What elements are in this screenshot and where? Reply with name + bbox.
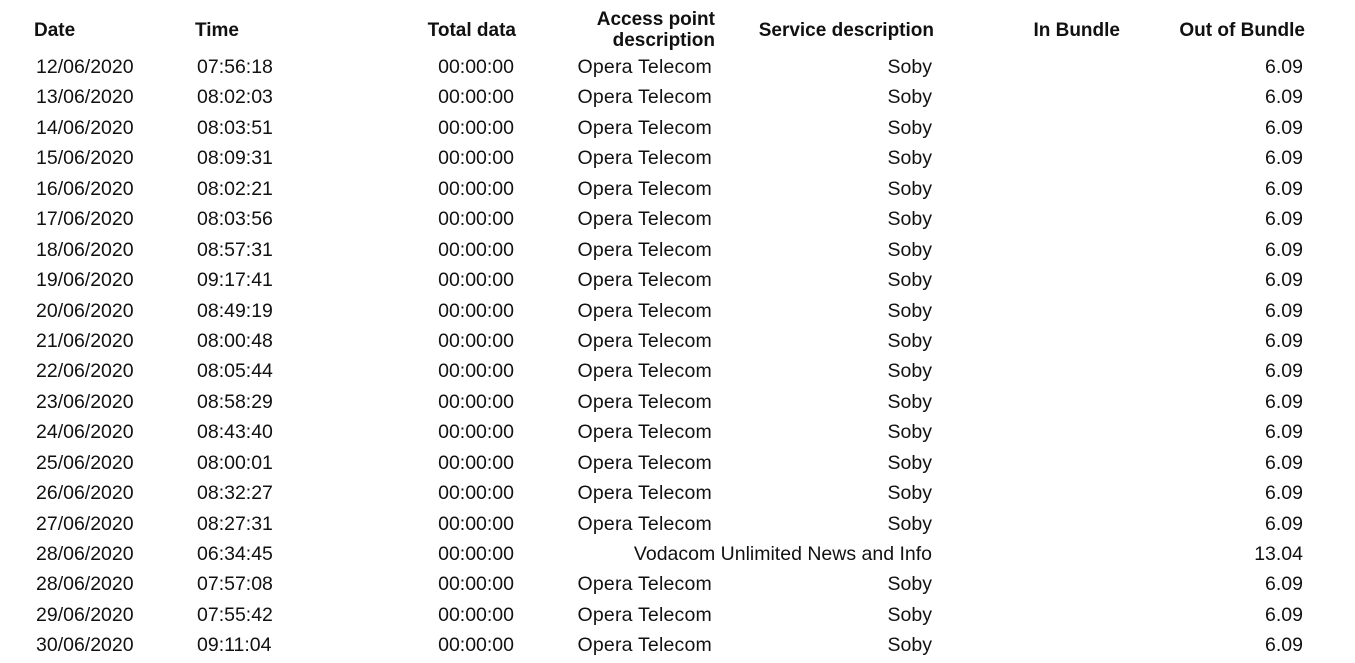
cell-access-point: Opera Telecom xyxy=(577,208,712,231)
table-row xyxy=(0,509,1355,539)
column-header-date: Date xyxy=(34,20,76,41)
cell-date: 19/06/2020 xyxy=(36,269,134,292)
cell-access-point: Opera Telecom xyxy=(577,177,712,200)
cell-time: 08:00:01 xyxy=(197,451,273,474)
cell-time: 08:00:48 xyxy=(197,329,273,352)
cell-out-of-bundle: 6.09 xyxy=(1265,269,1303,292)
cell-service-description: Soby xyxy=(887,390,932,413)
cell-date: 17/06/2020 xyxy=(36,208,134,231)
cell-total-data: 00:00:00 xyxy=(438,603,514,626)
cell-date: 14/06/2020 xyxy=(36,116,134,139)
column-header-time: Time xyxy=(195,20,240,41)
table-row xyxy=(0,143,1355,173)
cell-service-description: Soby xyxy=(887,421,932,444)
cell-time: 08:43:40 xyxy=(197,421,273,444)
cell-out-of-bundle: 6.09 xyxy=(1265,573,1303,596)
cell-out-of-bundle: 6.09 xyxy=(1265,147,1303,170)
cell-access-point: Opera Telecom xyxy=(577,512,712,535)
cell-time: 08:03:56 xyxy=(197,208,273,231)
cell-out-of-bundle: 6.09 xyxy=(1265,482,1303,505)
cell-time: 08:02:03 xyxy=(197,86,273,109)
cell-total-data: 00:00:00 xyxy=(438,86,514,109)
cell-out-of-bundle: 6.09 xyxy=(1265,360,1303,383)
cell-total-data: 00:00:00 xyxy=(438,116,514,139)
cell-service-description: Soby xyxy=(887,360,932,383)
cell-service-description: Soby xyxy=(887,634,932,657)
cell-date: 20/06/2020 xyxy=(36,299,134,322)
table-row xyxy=(0,387,1355,417)
table-header xyxy=(0,0,1355,56)
cell-access-point: Opera Telecom xyxy=(577,116,712,139)
cell-access-point: Opera Telecom xyxy=(577,147,712,170)
cell-time: 08:32:27 xyxy=(197,482,273,505)
cell-access-point: Opera Telecom xyxy=(577,634,712,657)
cell-access-point: Opera Telecom xyxy=(577,269,712,292)
cell-date: 18/06/2020 xyxy=(36,238,134,261)
cell-out-of-bundle: 6.09 xyxy=(1265,238,1303,261)
cell-service-description: Soby xyxy=(887,177,932,200)
cell-date: 16/06/2020 xyxy=(36,177,134,200)
table-row xyxy=(0,204,1355,234)
cell-out-of-bundle: 6.09 xyxy=(1265,390,1303,413)
cell-time: 06:34:45 xyxy=(197,543,273,565)
column-header-total-data: Total data xyxy=(427,20,516,41)
table-row xyxy=(0,265,1355,295)
cell-time: 09:11:04 xyxy=(197,634,272,657)
cell-date: 30/06/2020 xyxy=(36,634,134,657)
cell-total-data: 00:00:00 xyxy=(438,360,514,383)
cell-total-data: 00:00:00 xyxy=(438,238,514,261)
cell-service-description: Soby xyxy=(887,603,932,626)
table-row xyxy=(0,569,1355,599)
cell-access-point: Opera Telecom xyxy=(577,573,712,596)
cell-service-description: Soby xyxy=(887,208,932,231)
cell-date: 28/06/2020 xyxy=(36,573,134,596)
cell-time: 07:57:08 xyxy=(197,573,273,596)
cell-service-description: Soby xyxy=(887,56,932,78)
table-body xyxy=(0,52,1355,661)
table-row xyxy=(0,326,1355,356)
column-header-in-bundle: In Bundle xyxy=(1033,20,1120,41)
cell-total-data: 00:00:00 xyxy=(438,390,514,413)
cell-total-data: 00:00:00 xyxy=(438,147,514,170)
table-row xyxy=(0,52,1355,82)
cell-access-point: Opera Telecom xyxy=(577,86,712,109)
cell-total-data: 00:00:00 xyxy=(438,543,514,565)
cell-date: 13/06/2020 xyxy=(36,86,134,109)
cell-total-data: 00:00:00 xyxy=(438,482,514,505)
cell-out-of-bundle: 6.09 xyxy=(1265,116,1303,139)
cell-out-of-bundle: 6.09 xyxy=(1265,56,1303,78)
cell-date: 26/06/2020 xyxy=(36,482,134,505)
cell-access-point: Opera Telecom xyxy=(577,603,712,626)
cell-time: 08:58:29 xyxy=(197,390,273,413)
cell-service-description: Soby xyxy=(887,269,932,292)
table-row xyxy=(0,356,1355,386)
cell-total-data: 00:00:00 xyxy=(438,56,514,78)
cell-out-of-bundle: 6.09 xyxy=(1265,86,1303,109)
cell-out-of-bundle: 6.09 xyxy=(1265,299,1303,322)
cell-time: 07:55:42 xyxy=(197,603,273,626)
table-row xyxy=(0,448,1355,478)
cell-service-description: Soby xyxy=(887,147,932,170)
cell-access-point: Opera Telecom xyxy=(577,360,712,383)
table-row xyxy=(0,417,1355,447)
cell-out-of-bundle: 6.09 xyxy=(1265,512,1303,535)
table-row xyxy=(0,113,1355,143)
cell-total-data: 00:00:00 xyxy=(438,177,514,200)
cell-time: 08:02:21 xyxy=(197,177,273,200)
cell-service-description: Soby xyxy=(887,116,932,139)
cell-service-description: Soby xyxy=(887,482,932,505)
cell-date: 12/06/2020 xyxy=(36,56,134,78)
cell-date: 21/06/2020 xyxy=(36,329,134,352)
cell-access-point: Opera Telecom xyxy=(577,390,712,413)
column-header-access-point: Access point description xyxy=(596,9,715,51)
cell-out-of-bundle: 6.09 xyxy=(1265,208,1303,231)
cell-time: 08:49:19 xyxy=(197,299,273,322)
cell-total-data: 00:00:00 xyxy=(438,573,514,596)
cell-date: 29/06/2020 xyxy=(36,603,134,626)
cell-out-of-bundle: 6.09 xyxy=(1265,329,1303,352)
cell-access-point: Opera Telecom xyxy=(577,329,712,352)
cell-time: 09:17:41 xyxy=(197,269,273,292)
cell-time: 07:56:18 xyxy=(197,56,273,78)
table-row xyxy=(0,174,1355,204)
cell-date: 25/06/2020 xyxy=(36,451,134,474)
cell-service-description: Soby xyxy=(887,573,932,596)
cell-access-point: Opera Telecom xyxy=(577,482,712,505)
cell-time: 08:09:31 xyxy=(197,147,273,170)
cell-out-of-bundle: 6.09 xyxy=(1265,177,1303,200)
cell-out-of-bundle: 6.09 xyxy=(1265,634,1303,657)
table-row xyxy=(0,600,1355,630)
cell-total-data: 00:00:00 xyxy=(438,421,514,444)
cell-total-data: 00:00:00 xyxy=(438,512,514,535)
cell-out-of-bundle: 6.09 xyxy=(1265,451,1303,474)
cell-date: 23/06/2020 xyxy=(36,390,134,413)
cell-total-data: 00:00:00 xyxy=(438,451,514,474)
cell-access-point: Opera Telecom xyxy=(577,451,712,474)
column-header-out-of-bundle: Out of Bundle xyxy=(1179,20,1305,41)
cell-service-description: Soby xyxy=(887,512,932,535)
table-row xyxy=(0,296,1355,326)
cell-time: 08:03:51 xyxy=(197,116,273,139)
cell-access-point: Opera Telecom xyxy=(577,299,712,322)
cell-service-description: Soby xyxy=(887,238,932,261)
cell-access-point: Opera Telecom xyxy=(577,238,712,261)
table-row xyxy=(0,478,1355,508)
cell-date: 27/06/2020 xyxy=(36,512,134,535)
cell-date: 22/06/2020 xyxy=(36,360,134,383)
column-header-service-description: Service description xyxy=(758,20,934,41)
cell-service-description: Soby xyxy=(887,299,932,322)
cell-time: 08:57:31 xyxy=(197,238,273,261)
cell-service-description: Soby xyxy=(887,329,932,352)
cell-service-description: Vodacom Unlimited News and Info xyxy=(633,543,932,565)
table-row xyxy=(0,630,1355,660)
cell-service-description: Soby xyxy=(887,86,932,109)
cell-out-of-bundle: 6.09 xyxy=(1265,421,1303,444)
cell-time: 08:27:31 xyxy=(197,512,273,535)
cell-out-of-bundle: 6.09 xyxy=(1265,603,1303,626)
table-row xyxy=(0,539,1355,569)
cell-out-of-bundle: 13.04 xyxy=(1254,543,1303,565)
cell-service-description: Soby xyxy=(887,451,932,474)
cell-date: 24/06/2020 xyxy=(36,421,134,444)
table-row xyxy=(0,235,1355,265)
cell-access-point: Opera Telecom xyxy=(577,56,712,78)
cell-total-data: 00:00:00 xyxy=(438,299,514,322)
cell-total-data: 00:00:00 xyxy=(438,634,514,657)
table-row xyxy=(0,82,1355,112)
cell-time: 08:05:44 xyxy=(197,360,273,383)
cell-total-data: 00:00:00 xyxy=(438,208,514,231)
cell-total-data: 00:00:00 xyxy=(438,329,514,352)
cell-date: 15/06/2020 xyxy=(36,147,134,170)
cell-total-data: 00:00:00 xyxy=(438,269,514,292)
cell-access-point: Opera Telecom xyxy=(577,421,712,444)
cell-date: 28/06/2020 xyxy=(36,543,134,565)
